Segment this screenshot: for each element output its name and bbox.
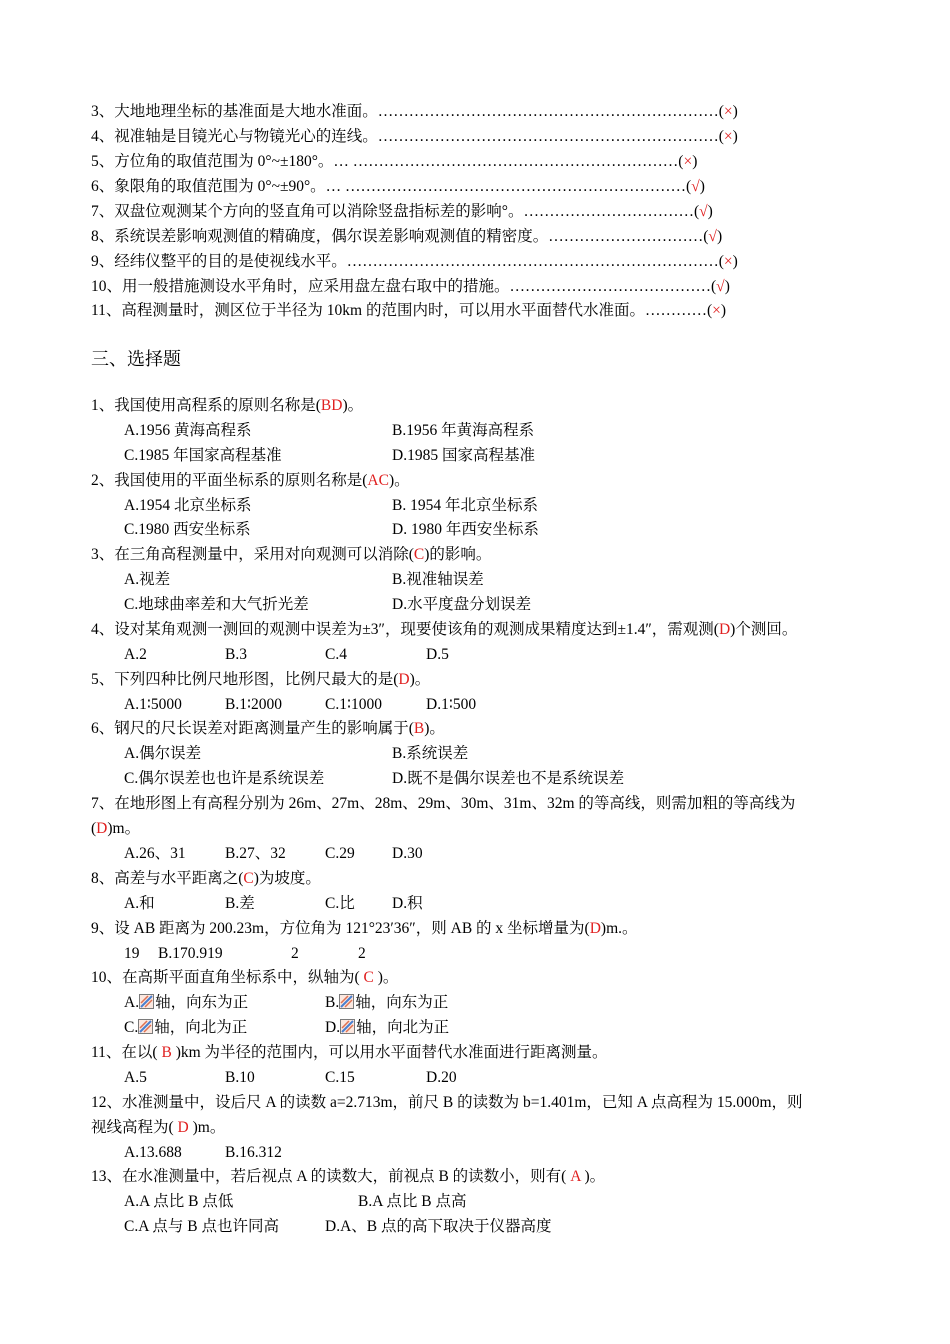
question-text: 2、我国使用的平面坐标系的原则名称是(: [91, 472, 368, 489]
tf-text: 11、高程测量时，测区位于半径为 10km 的范围内时，可以用水平面替代水准面。…………(: [91, 302, 713, 319]
tf-close-paren: ): [716, 228, 723, 245]
option-a: [124, 993, 248, 1013]
option-a: A.1956 黄海高程系: [124, 422, 252, 439]
tf-item-9: [91, 252, 738, 272]
option-fragment: 19: [124, 945, 140, 962]
option-d: D.30: [392, 845, 423, 862]
option-d: D.既不是偶尔误差也不是系统误差: [392, 770, 625, 787]
question-text-end: )m.。: [600, 920, 638, 937]
question-text-end: )。: [424, 720, 445, 737]
tf-answer: √: [716, 278, 725, 295]
tf-text: 4、视准轴是目镜光心与物镜光心的连线。…………………………………………………………(: [91, 128, 724, 145]
option-b: B.27、32: [225, 845, 286, 862]
question-text: 5、下列四种比例尺地形图，比例尺最大的是(: [91, 671, 399, 688]
question-text-end: )。: [377, 969, 399, 986]
question-text-end: )。: [409, 671, 431, 688]
option-c: C.偶尔误差也也许是系统误差: [124, 770, 325, 787]
tf-close-paren: ): [724, 278, 730, 295]
option-d: D.水平度盘分划误差: [392, 596, 532, 613]
option-d: D. 1980 年西安坐标系: [392, 521, 539, 538]
question-answer: C: [359, 969, 378, 986]
option-b: B. 1954 年北京坐标系: [392, 497, 538, 514]
question-4: [91, 620, 797, 640]
question-text-end: )的影响。: [424, 546, 492, 563]
tf-text: 10、用一般措施测设水平角时，应采用盘左盘右取中的措施。…………………………………(: [91, 278, 717, 295]
question-text-end: )。: [342, 397, 364, 414]
tf-item-6: [91, 177, 705, 197]
question-answer: A: [566, 1168, 585, 1185]
question-text: 9、设 AB 距离为 200.23m，方位角为 121°23′36″，则 AB 的 x 坐标增量为(: [91, 920, 590, 937]
question-text: 13、在水准测量中，若后视点 A 的读数大，前视点 B 的读数小，则有(: [91, 1168, 567, 1185]
question-1: [91, 396, 363, 416]
option-letter: C.: [124, 1019, 139, 1036]
option-text: 轴，向东为正: [355, 994, 449, 1011]
option-d: D.1∶500: [426, 696, 477, 713]
tf-item-11: [91, 301, 726, 321]
question-text: (: [91, 820, 97, 837]
tf-text: 6、象限角的取值范围为 0°~±90°。… …………………………………………………………(: [91, 178, 692, 195]
option-b: [325, 993, 448, 1013]
axis-image-icon: [340, 1019, 355, 1034]
option-a: A.26、31: [124, 845, 186, 862]
tf-text: 3、大地地理坐标的基准面是大地水准面。…………………………………………………………(: [91, 103, 724, 120]
question-10: [91, 968, 398, 988]
tf-close-paren: ): [732, 253, 738, 270]
option-c: C.4: [325, 646, 347, 663]
option-c: C.1∶1000: [325, 696, 382, 713]
option-b: B.A 点比 B 点高: [358, 1193, 467, 1210]
question-answer: C: [413, 546, 425, 563]
question-answer: BD: [320, 397, 343, 414]
option-b: B.170.919: [158, 945, 223, 962]
question-text: 10、在高斯平面直角坐标系中，纵轴为(: [91, 969, 360, 986]
question-text: 1、我国使用高程系的原则名称是(: [91, 397, 321, 414]
tf-answer: ×: [723, 128, 733, 145]
option-b: B.系统误差: [392, 745, 469, 762]
question-12-cont: [91, 1118, 225, 1138]
question-text-end: )m。: [192, 1119, 226, 1136]
option-d: [325, 1018, 449, 1038]
question-answer: D: [96, 820, 108, 837]
question-text: 11、在以(: [91, 1044, 158, 1061]
tf-close-paren: ): [732, 128, 738, 145]
question-text-end: )。: [584, 1168, 606, 1185]
question-answer: D: [173, 1119, 193, 1136]
option-c: C.地球曲率差和大气折光差: [124, 596, 309, 613]
question-7-cont: [91, 819, 140, 839]
tf-close-paren: ): [692, 153, 698, 170]
section-heading: 三、选择题: [91, 349, 181, 369]
tf-item-8: [91, 227, 722, 247]
option-c: C.1985 年国家高程基准: [124, 447, 282, 464]
option-a: A.和: [124, 895, 155, 912]
question-text-end: )个测回。: [730, 621, 798, 638]
tf-item-3: [91, 102, 738, 122]
question-answer: B: [413, 720, 425, 737]
option-a: A.2: [124, 646, 147, 663]
tf-item-10: [91, 277, 730, 297]
question-text-end: )。: [388, 472, 410, 489]
axis-image-icon: [138, 1019, 153, 1034]
option-fragment: 2: [291, 945, 299, 962]
question-text: 8、高差与水平距离之(: [91, 870, 244, 887]
question-5: [91, 670, 430, 690]
question-3: [91, 545, 491, 565]
option-a: A.A 点比 B 点低: [124, 1193, 234, 1210]
tf-answer: √: [691, 178, 700, 195]
option-b: B.1956 年黄海高程系: [392, 422, 535, 439]
option-a: A.偶尔误差: [124, 745, 202, 762]
question-9: [91, 919, 638, 939]
option-c: C.29: [325, 845, 355, 862]
option-d: D.A、B 点的高下取决于仪器高度: [325, 1218, 552, 1235]
tf-answer: ×: [683, 153, 693, 170]
option-b: B.16.312: [225, 1144, 282, 1161]
question-6: [91, 719, 445, 739]
tf-answer: ×: [712, 302, 721, 319]
option-text: 轴，向北为正: [154, 1019, 248, 1036]
tf-answer: √: [708, 228, 717, 245]
tf-item-4: [91, 127, 738, 147]
question-text-end: )m。: [107, 820, 141, 837]
option-c: C.15: [325, 1069, 355, 1086]
option-letter: B.: [325, 994, 340, 1011]
question-text-end: )为坡度。: [253, 870, 321, 887]
axis-image-icon: [339, 994, 354, 1009]
option-d: D.5: [426, 646, 449, 663]
tf-item-7: [91, 202, 713, 222]
option-a: A.视差: [124, 571, 171, 588]
option-a: A.1∶5000: [124, 696, 182, 713]
option-b: B.1∶2000: [225, 696, 282, 713]
question-text-end: )km 为半径的范围内，可以用水平面替代水准面进行距离测量。: [175, 1044, 608, 1061]
option-b: B.3: [225, 646, 247, 663]
axis-image-icon: [139, 994, 154, 1009]
option-text: 轴，向东为正: [155, 994, 249, 1011]
tf-answer: ×: [723, 253, 733, 270]
option-d: D.积: [392, 895, 423, 912]
option-a: A.1954 北京坐标系: [124, 497, 252, 514]
option-c: C.比: [325, 895, 355, 912]
tf-answer: √: [699, 203, 708, 220]
option-d: D.1985 国家高程基准: [392, 447, 535, 464]
question-13: [91, 1167, 605, 1187]
tf-answer: ×: [723, 103, 733, 120]
tf-text: 7、双盘位观测某个方向的竖直角可以消除竖盘指标差的影响°。……………………………(: [91, 203, 700, 220]
question-answer: D: [718, 621, 731, 638]
tf-text: 5、方位角的取值范围为 0°~±180°。… ………………………………………………………(: [91, 153, 684, 170]
option-text: 轴，向北为正: [356, 1019, 450, 1036]
question-11: [91, 1043, 608, 1063]
question-answer: AC: [367, 472, 389, 489]
question-text: 视线高程为(: [91, 1119, 174, 1136]
option-c: C.A 点与 B 点也许同高: [124, 1218, 280, 1235]
question-text: 6、钢尺的尺长误差对距离测量产生的影响属于(: [91, 720, 414, 737]
option-c: C.1980 西安坐标系: [124, 521, 251, 538]
option-letter: A.: [124, 994, 140, 1011]
option-b: B.视准轴误差: [392, 571, 484, 588]
option-b: B.10: [225, 1069, 255, 1086]
question-text: 4、设对某角观测一测回的观测中误差为±3″，现要使该角的观测成果精度达到±1.4″，需观测(: [91, 621, 719, 638]
question-2: [91, 471, 410, 491]
tf-text: 9、经纬仪整平的目的是使视线水平。………………………………………………………………(: [91, 253, 724, 270]
tf-close-paren: ): [732, 103, 738, 120]
option-letter: D.: [325, 1019, 341, 1036]
question-answer: C: [243, 870, 254, 887]
question-answer: D: [398, 671, 410, 688]
question-answer: D: [589, 920, 601, 937]
question-answer: B: [157, 1044, 176, 1061]
tf-text: 8、系统误差影响观测值的精确度，偶尔误差影响观测值的精密度。…………………………(: [91, 228, 709, 245]
question-8: [91, 869, 321, 889]
tf-item-5: [91, 152, 697, 172]
option-fragment: 2: [358, 945, 366, 962]
tf-close-paren: ): [720, 302, 727, 319]
option-a: A.5: [124, 1069, 147, 1086]
tf-close-paren: ): [707, 203, 713, 220]
option-a: A.13.688: [124, 1144, 182, 1161]
question-12: 12、水准测量中，设后尺 A 的读数 a=2.713m，前尺 B 的读数为 b=1.401m，已知 A 点高程为 15.000m，则: [91, 1094, 803, 1111]
option-c: [124, 1018, 247, 1038]
option-d: D.20: [426, 1069, 457, 1086]
option-b: B.差: [225, 895, 255, 912]
tf-close-paren: ): [699, 178, 705, 195]
question-text: 3、在三角高程测量中，采用对向观测可以消除(: [91, 546, 414, 563]
question-7: 7、在地形图上有高程分别为 26m、27m、28m、29m、30m、31m、32m 的等高线，则需加粗的等高线为: [91, 795, 796, 812]
